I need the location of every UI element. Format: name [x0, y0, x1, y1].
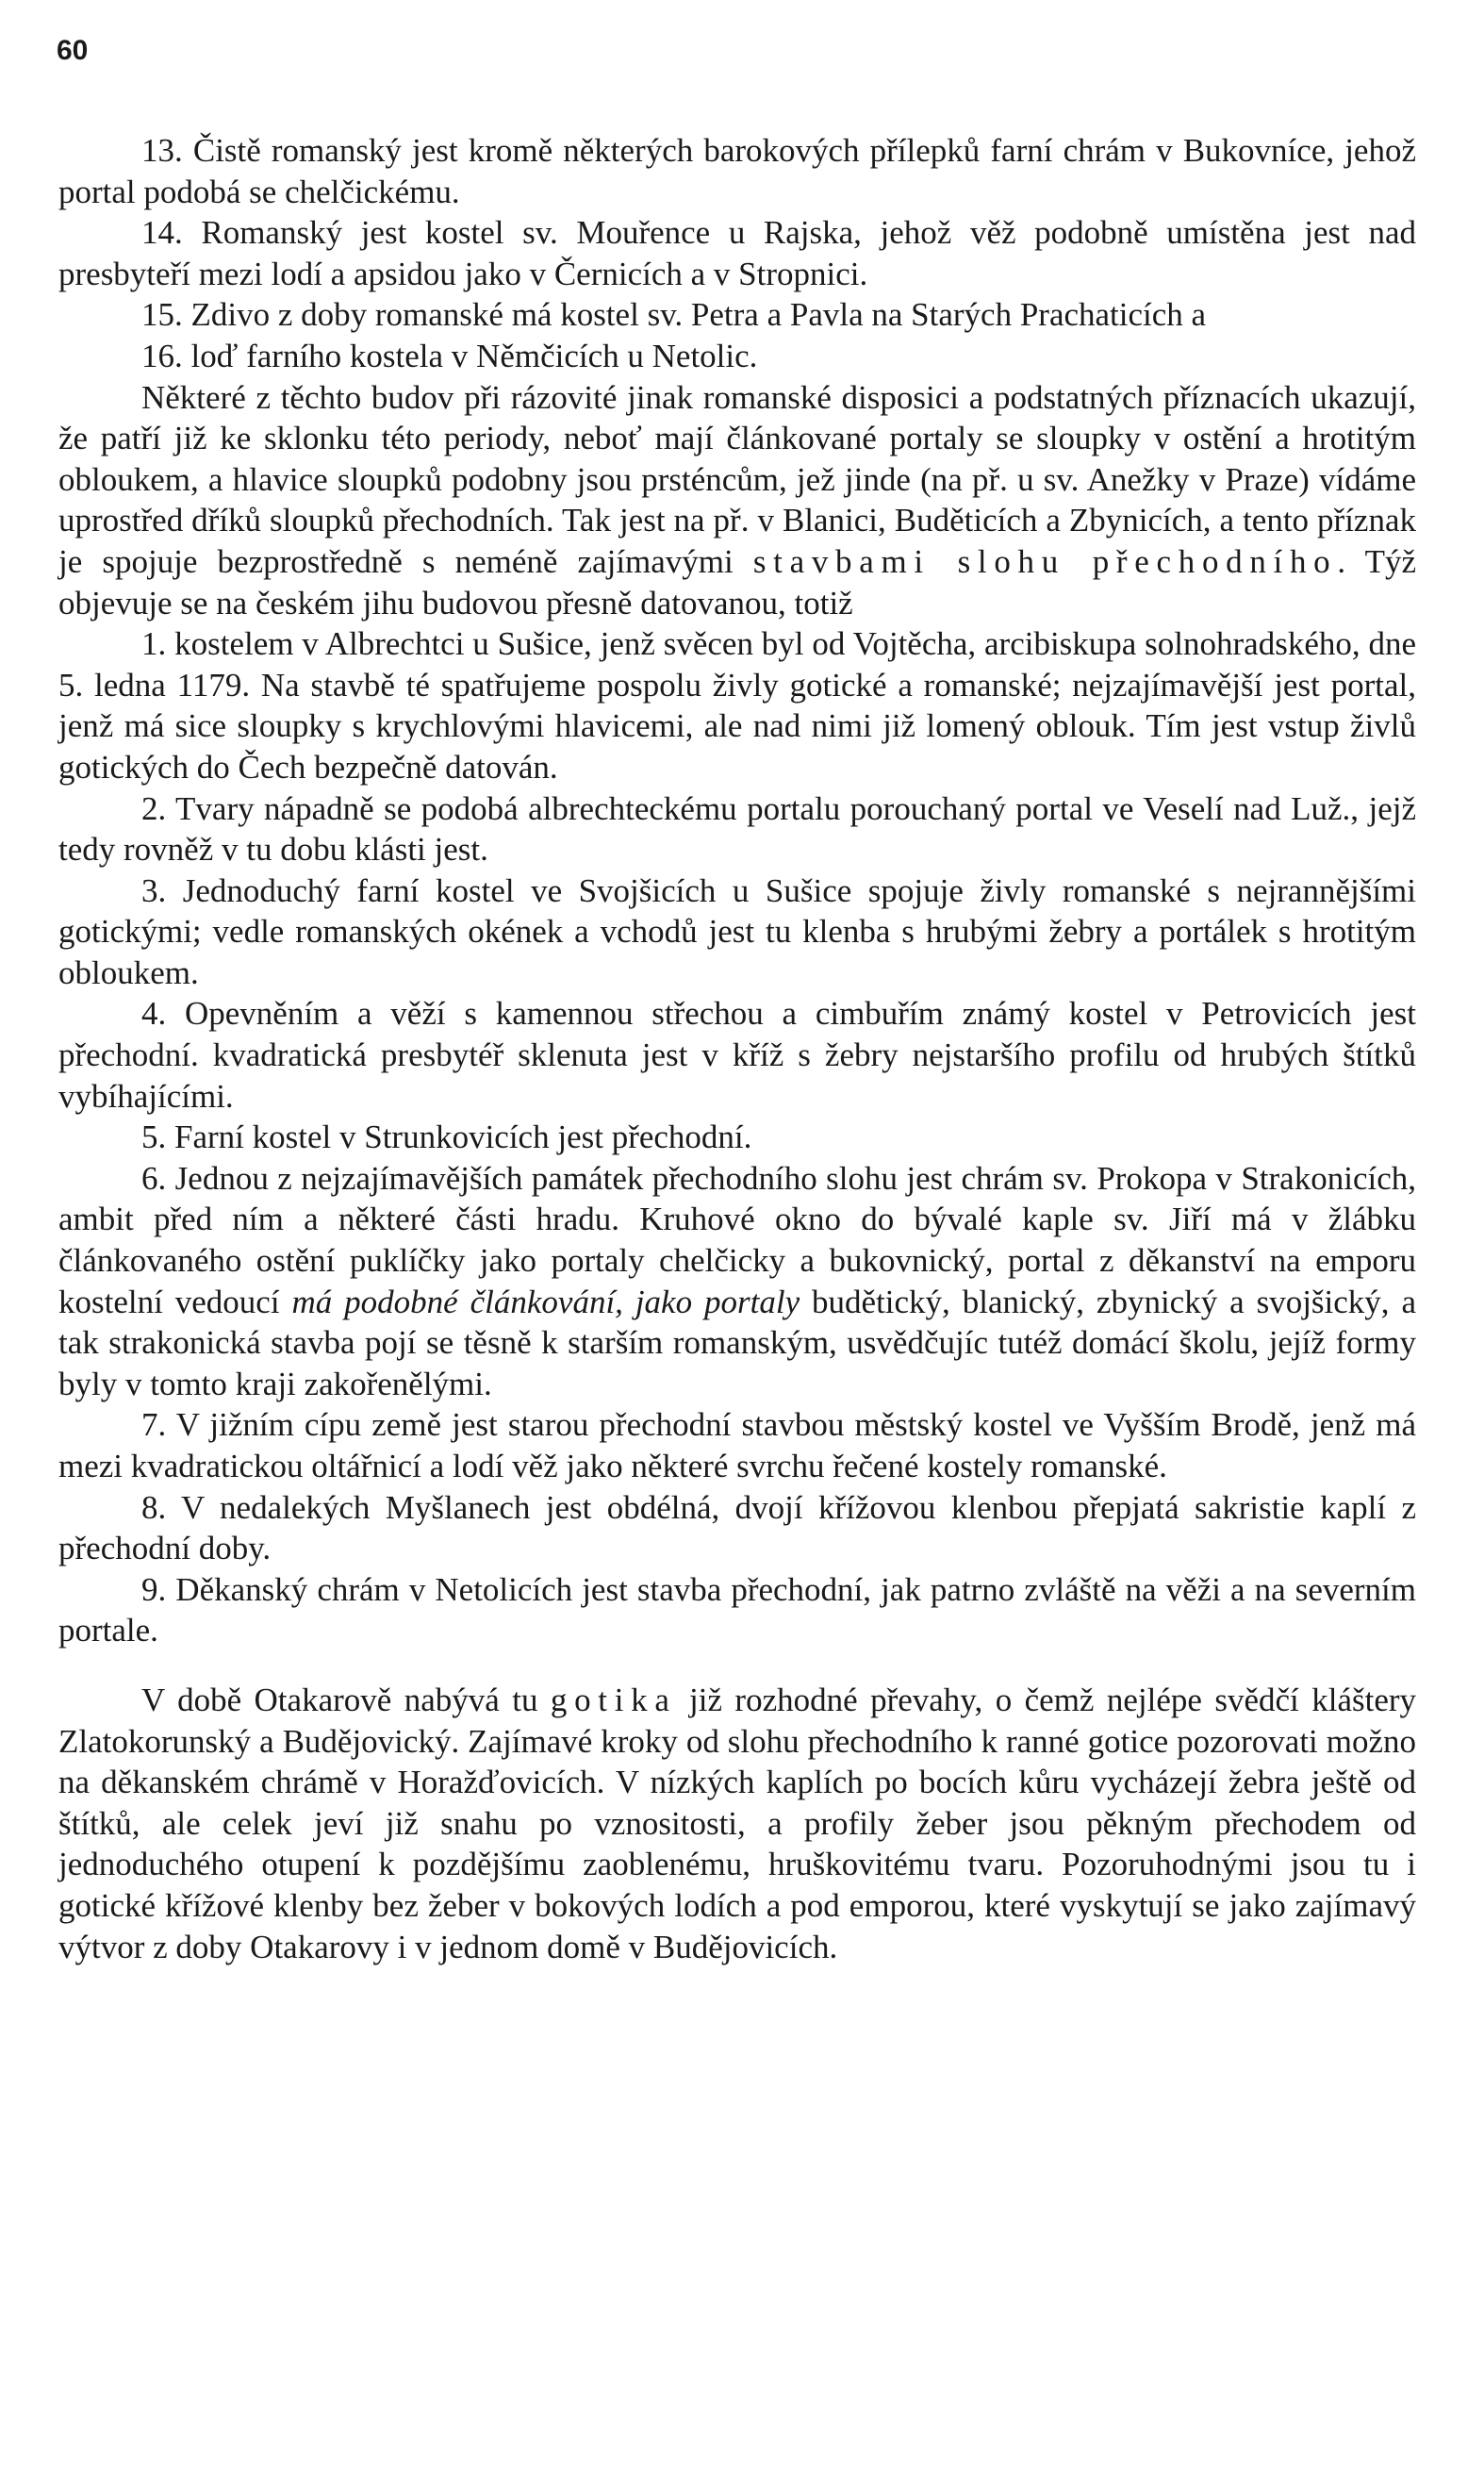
spaced-term-transitional-style: stavbami slohu přechodního	[752, 542, 1338, 580]
paragraph-item-3: 3. Jednoduchý farní kostel ve Svojšicích u Sušice spojuje živly romanské s nejrannějšími gotickými; vedle romanských okének a vchodů jest tu klenba s hrubými žebry a portálek s hrotitým obloukem.	[58, 871, 1416, 991]
paragraph-item-5: 5. Farní kostel v Strunkovicích jest přechodní.	[141, 1119, 752, 1156]
paragraph-item-13: 13. Čistě romanský jest kromě některých barokových přílepků farní chrám v Bukovníce, jehož portal podobá se chelčickému.	[58, 132, 1416, 210]
paragraph-item-6-text-1: 6. Jednou z nejzajímavějších památek přechodního slohu jest chrám sv. Prokopa v Strakonicích, ambit před ním a některé části hradu. Kruhové okno do bývalé kaple sv. Jiří má v žlábku článkovaného ostění puklíčky jako portaly chelčicky a bukovnický, portal z děkanství na emporu kostelní vedoucí	[58, 1159, 1416, 1320]
paragraph-item-2: 2. Tvary nápadně se podobá albrechteckému portalu porouchaný portal ve Veselí nad Luž., jejž tedy rovněž v tu dobu klásti jest.	[58, 789, 1416, 869]
italic-phrase: má podobné článkování, jako portaly	[291, 1283, 800, 1320]
paragraph-item-8: 8. V nedalekých Myšlanech jest obdélná, dvojí křížovou klenbou přepjatá sakristie kaplí z přechodní doby.	[58, 1488, 1416, 1567]
paragraph-item-9: 9. Děkanský chrám v Netolicích jest stavba přechodní, jak patrno zvláště na věži a na severním portale.	[58, 1570, 1416, 1649]
paragraph-item-4: 4. Opevněním a věží s kamennou střechou a cimbuřím známý kostel v Petrovicích jest přechodní. kvadratická presbytéř sklenuta jest v kříž s žebry nejstaršího profilu od hrubých štítků vybíhajícími.	[58, 995, 1416, 1115]
paragraph-item-6-text-2: budětický, blanický, zbynický a svojšický, a tak strakonická stavba pojí se těsně k starším romanským, usvědčujíc tutéž domácí školu, jejíž formy byly v tomto kraji zakořenělými.	[58, 1283, 1417, 1402]
paragraph-intro-text-1: Některé z těchto budov při rázovité jinak romanské disposici a podstatných příznacích ukazují, že patří již ke sklonku této periody, neboť mají článkované portaly se sloupky v ostění a hrotitým obloukem, a hlavice sloupků podobny jsou prsténcům, jež jinde (na př. u sv. Anežky v Praze) vídáme uprostřed dříků sloupků přechodních. Tak jest na př. v Blanici, Buděticích a Zbynicích, a tento příznak je spojuje bezprostředně s neméně zajímavými	[58, 378, 1416, 580]
paragraph-item-1: 1. kostelem v Albrechtci u Sušice, jenž svěcen byl od Vojtěcha, arcibiskupa solnohradského, dne 5. ledna 1179. Na stavbě té spatřujeme pospolu živly gotické a romanské; nejzajímavější jest portal, jenž má sice sloupky s krychlovými hlavicemi, ale nad nimi již lomený oblouk. Tím jest vstup živlů gotických do Čech bezpečně datován.	[58, 625, 1416, 786]
paragraph-item-16: 16. loď farního kostela v Němčicích u Netolic.	[141, 337, 758, 374]
paragraph-item-7: 7. V jižním cípu země jest starou přechodní stavbou městský kostel ve Vyšším Brodě, jenž má mezi kvadratickou oltářnicí a lodí věž jako některé svrchu řečené kostely romanské.	[58, 1406, 1416, 1484]
paragraph-item-15: 15. Zdivo z doby romanské má kostel sv. Petra a Pavla na Starých Prachaticích a	[141, 296, 1207, 334]
paragraph-gothic-era	[58, 1680, 1416, 1967]
spaced-term-gothic: gotika	[550, 1681, 677, 1718]
page-body	[58, 130, 1416, 1967]
paragraph-item-6	[58, 1158, 1416, 1405]
paragraph-gothic-text-2: již rozhodné převahy, o čemž nejlépe svědčí kláštery Zlatokorunský a Budějovický. Zajímavé kroky od slohu přechodního k ranné gotice pozorovati možno na děkanském chrámě v Horažďovicích. V nízkých kaplích po bocích kůru vycházejí žebra ještě od štítků, ale celek jeví již snahu po vznositosti, a profily žeber jsou pěkným přechodem od jednoduchého otupení k pozdějšímu zaoblenému, hruškovitému tvaru. Pozoruhodnými jsou tu i gotické křížové klenby bez žeber v bokových lodích a pod emporou, které vyskytují se jako zajímavý výtvor z doby Otakarovy i v jednom domě v Budějovicích.	[58, 1681, 1417, 1965]
paragraph-item-14: 14. Romanský jest kostel sv. Mouřence u Rajska, jehož věž podobně umístěna jest nad presbyteří mezi lodí a apsidou jako v Černicích a v Stropnici.	[58, 214, 1416, 292]
paragraph-transitional-intro	[58, 377, 1416, 624]
paragraph-intro-text-2: . Týž objevuje se na českém jihu budovou přesně datovanou, totiž	[58, 542, 1416, 622]
page-number: 60	[57, 35, 89, 66]
paragraph-gothic-text-1: V době Otakarově nabývá tu	[141, 1681, 551, 1718]
